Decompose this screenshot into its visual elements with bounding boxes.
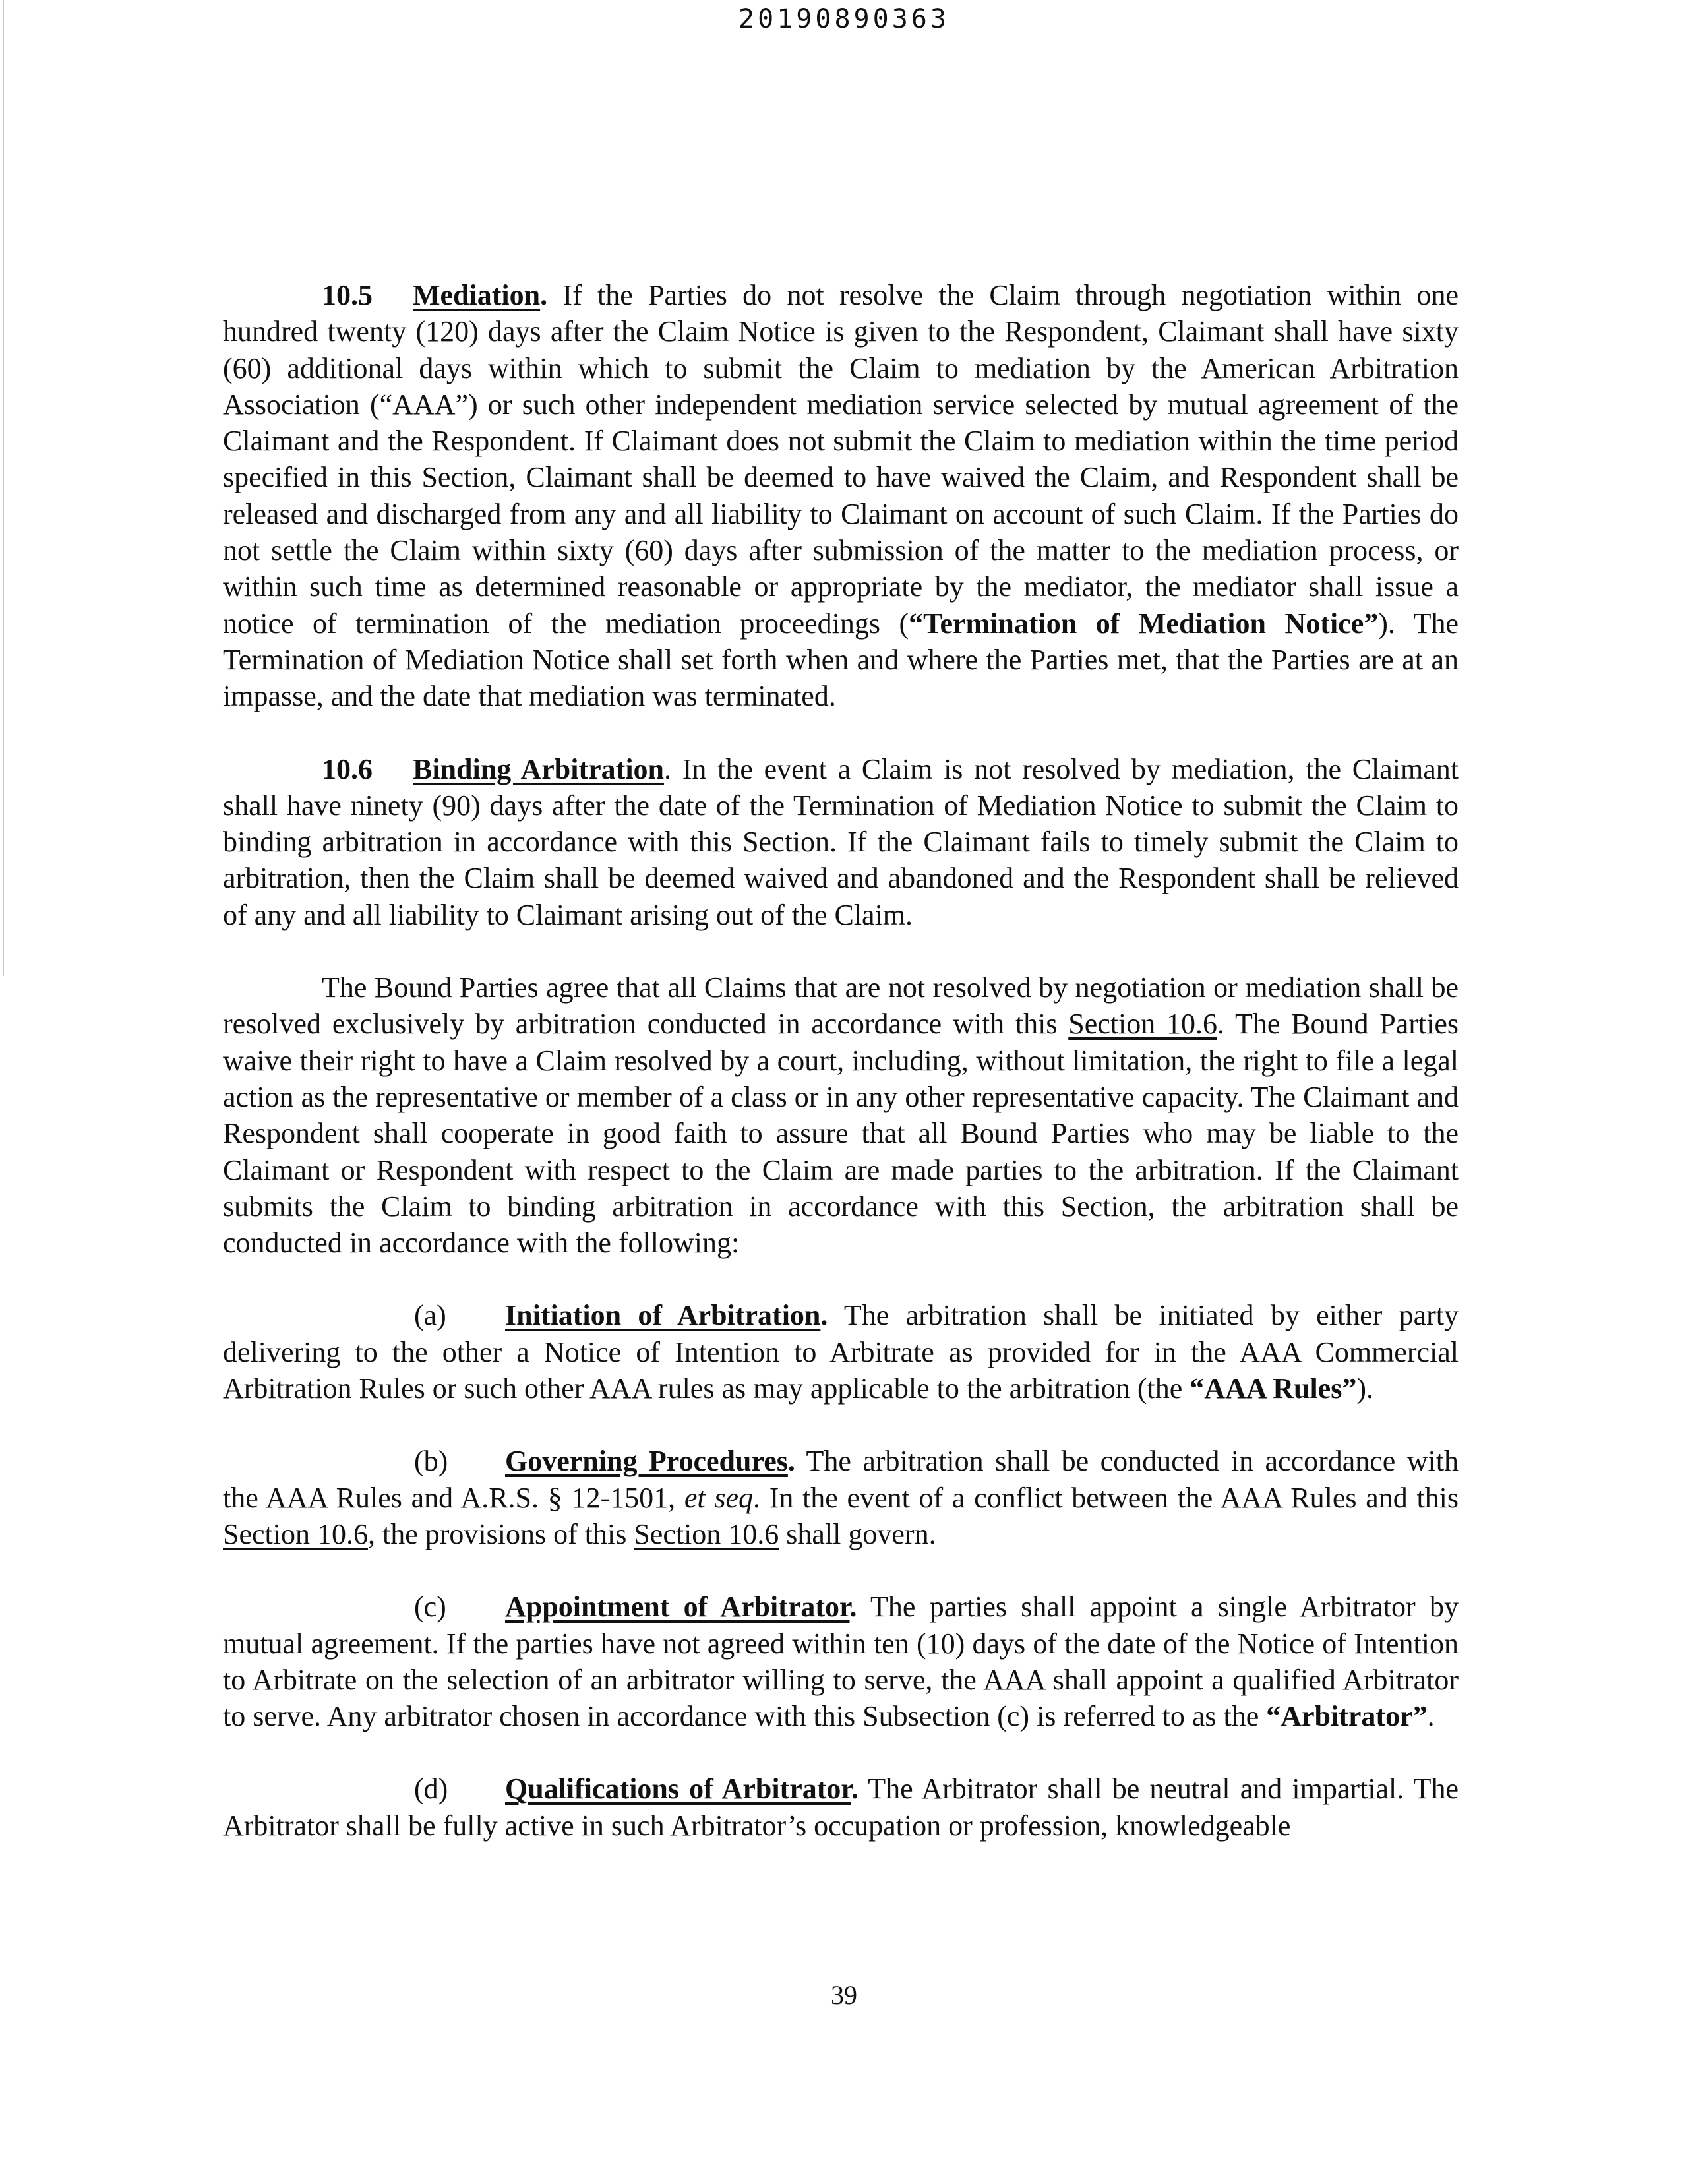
section-heading: Binding Arbitration [413, 752, 665, 785]
scan-edge-line [3, 0, 4, 976]
subsection-heading: Governing Procedures [505, 1445, 788, 1478]
section-text: If the Parties do not resolve the Claim through negotiation within one hundred twenty (120) days after the Claim Notice is given to the Respondent, Claimant shall have sixty (60) additional days within which to submit the Claim to mediation by the American Arbitration Association (“AAA”) or such other independent mediation service selected by mutual agreement of the Claimant and the Respondent. If Claimant does not submit the Claim to mediation within the time period specified in this Section, Claimant shall be deemed to have waived the Claim, and Respondent shall be released and discharged from any and all liability to Claimant on account of such Claim. If the Parties do not settle the Claim within sixty (60) days after submission of the matter to the mediation process, or within such time as determined reasonable or appropriate by the mediator, the mediator shall issue a notice of termination of the mediation proceedings ( [223, 279, 1459, 640]
italic-text: et seq [684, 1481, 753, 1514]
subsection-heading: Appointment of Arbitrator [505, 1591, 850, 1623]
section-reference-link: Section 10.6 [223, 1517, 368, 1550]
section-heading: Mediation [413, 279, 541, 311]
subsection-d [223, 1771, 1459, 1844]
subsection-text: shall govern. [779, 1517, 936, 1550]
section-10-5 [223, 277, 1459, 715]
subsection-text: The Arbitrator shall be neutral and impartial. The Arbitrator shall be fully active in such Arbitrator’s occupation or profession, knowledgeable [223, 1773, 1459, 1842]
section-text: In the event a Claim is not resolved by mediation, the Claimant shall have ninety (90) days after the date of the Termination of Mediation Notice to submit the Claim to binding arbitration in accordance with this Section. If the Claimant fails to timely submit the Claim to arbitration, then the Claim shall be deemed waived and abandoned and the Respondent shall be relieved of any and all liability to Claimant arising out of the Claim. [223, 752, 1459, 931]
page-number: 39 [831, 1980, 857, 2010]
heading-period: . [540, 279, 548, 311]
defined-term: “Arbitrator” [1266, 1700, 1428, 1733]
subsection-heading: Qualifications of Arbitrator [505, 1773, 851, 1805]
subsection-text: , the provisions of this [367, 1517, 634, 1550]
defined-term: “AAA Rules” [1190, 1372, 1357, 1405]
subsection-heading: Initiation of Arbitration [505, 1299, 821, 1332]
subsection-label: (d) [414, 1773, 448, 1805]
subsection-text: ). [1356, 1372, 1373, 1405]
subsection-a [223, 1297, 1459, 1407]
section-number: 10.6 [322, 752, 373, 785]
page-body [223, 277, 1459, 1880]
subsection-text: . In the event of a conflict between the AAA Rules and this [752, 1481, 1459, 1514]
subsection-text: The arbitration shall be conducted in accordance with the AAA Rules and A.R.S. § 12-1501, [223, 1445, 1459, 1514]
defined-term: “Termination of Mediation Notice” [909, 607, 1379, 640]
heading-period: . [787, 1445, 795, 1478]
section-reference-link: Section 10.6 [634, 1517, 779, 1550]
paragraph-text: . The Bound Parties waive their right to have a Claim resolved by a court, including, without limitation, the right to file a legal action as the representative or member of a class or in any other representative capacity. The Claimant and Respondent shall cooperate in good faith to assure that all Bound Parties who may be liable to the Claimant or Respondent with respect to the Claim are made parties to the arbitration. If the Claimant submits the Claim to binding arbitration in accordance with this Section, the arbitration shall be conducted in accordance with the following: [223, 1008, 1459, 1259]
bound-parties-paragraph [223, 969, 1459, 1261]
section-number: 10.5 [322, 279, 373, 311]
subsection-label: (a) [414, 1299, 446, 1332]
heading-period: . [664, 752, 672, 785]
subsection-label: (c) [414, 1591, 446, 1623]
subsection-text: The arbitration shall be initiated by either party delivering to the other a Notice of Intention to Arbitrate as provided for in the AAA Commercial Arbitration Rules or such other AAA rules as may applicable to the arbitration (the [223, 1299, 1459, 1405]
subsection-label: (b) [414, 1445, 448, 1478]
paragraph-text: The Bound Parties agree that all Claims that are not resolved by negotiation or mediation shall be resolved exclusively by arbitration conducted in accordance with this [223, 971, 1459, 1041]
section-reference-link: Section 10.6 [1068, 1008, 1217, 1041]
section-10-6 [223, 751, 1459, 933]
heading-period: . [851, 1773, 859, 1805]
heading-period: . [820, 1299, 828, 1332]
section-text: ). The Termination of Mediation Notice shall set forth when and where the Parties met, that the Parties are at an impasse, and the date that mediation was terminated. [223, 607, 1459, 713]
subsection-b [223, 1443, 1459, 1552]
subsection-c [223, 1589, 1459, 1734]
subsection-text: . [1427, 1700, 1435, 1733]
subsection-text: The parties shall appoint a single Arbitrator by mutual agreement. If the parties have not agreed within ten (10) days of the date of the Notice of Intention to Arbitrate on the selection of an arbitrator willing to serve, the AAA shall appoint a qualified Arbitrator to serve. Any arbitrator chosen in accordance with this Subsection (c) is referred to as the [223, 1591, 1459, 1733]
document-number: 20190890363 [738, 4, 950, 34]
heading-period: . [849, 1591, 857, 1623]
